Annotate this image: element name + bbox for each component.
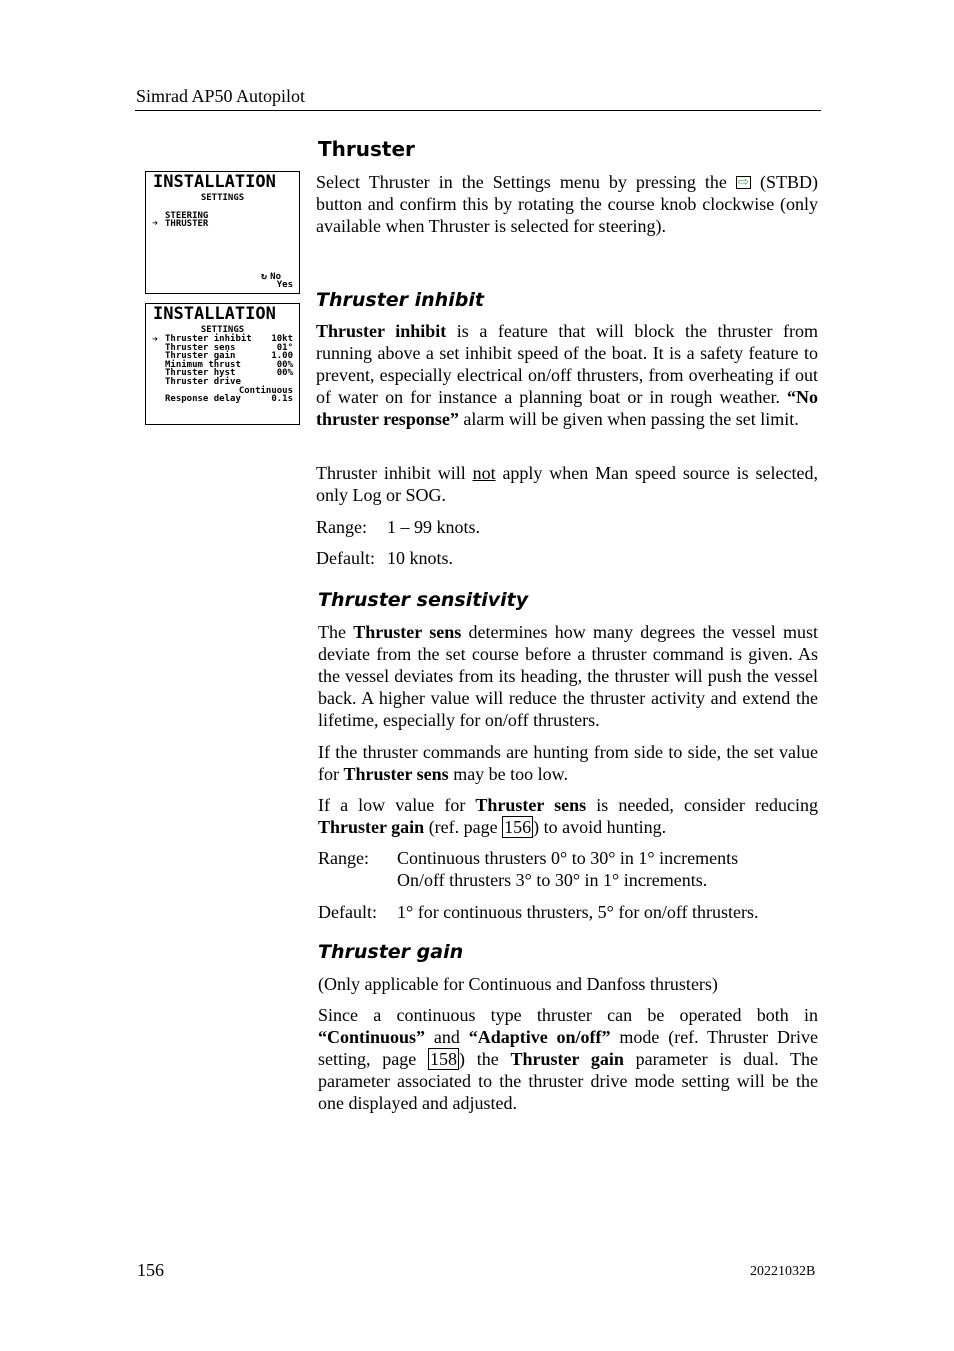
lcd-row-value: 1.00	[271, 351, 293, 362]
lcd-row-value: Continuous	[238, 385, 293, 396]
lcd-row-label: Thruster sens	[165, 342, 236, 353]
intro-text: (STBD) button and confirm this by rotating the course knob clockwise (only available when Thruster is selected for steering).	[316, 172, 819, 236]
paragraph	[318, 741, 818, 785]
text: If the thruster commands are hunting from side to side, the set value for	[318, 742, 818, 784]
default-label: Default:	[318, 902, 377, 922]
text: (ref. page	[424, 817, 503, 837]
text: alarm will be given when passing the set limit.	[458, 409, 799, 429]
bold-term: Thruster sens	[343, 764, 449, 784]
subsection-title-thruster-sensitivity: Thruster sensitivity	[318, 589, 529, 611]
lcd-title: INSTALLATION	[153, 172, 276, 192]
range-value: 1 – 99 knots.	[387, 517, 481, 537]
lcd-row-value: 01°	[276, 342, 293, 353]
rotate-clockwise-icon: ↻	[261, 271, 268, 282]
subsection-title-thruster-gain: Thruster gain	[318, 941, 464, 963]
paragraph	[318, 794, 818, 838]
text: Since a continuous type thruster can be operated both in	[318, 1005, 818, 1025]
text: and	[425, 1027, 469, 1047]
lcd-row-value: 0.1s	[271, 394, 293, 405]
text: determines how many degrees the vessel must deviate from the set course before a thruster command is given. As the vessel deviates from its heading, the thruster will push the vessel back. A higher value will reduce the thruster activity and extend the lifetime, especially for on/off thrusters.	[318, 622, 819, 730]
text: The	[318, 622, 354, 642]
underlined-text: not	[472, 463, 496, 483]
lcd-title: INSTALLATION	[153, 304, 276, 324]
range-value-line: On/off thrusters 3° to 30° in 1° increments.	[397, 870, 708, 890]
lcd-row-label: Thruster hyst	[165, 368, 236, 379]
subsection-title-thruster-inhibit: Thruster inhibit	[316, 289, 484, 311]
page-header-title: Simrad AP50 Autopilot	[136, 86, 306, 106]
header-rule	[135, 110, 821, 111]
text: parameter is dual. The parameter associated to the thruster drive mode setting will be the one displayed and adjusted.	[318, 1049, 819, 1113]
paragraph	[316, 462, 818, 506]
text: ) to avoid hunting.	[533, 817, 667, 837]
range-label: Range:	[318, 848, 369, 868]
lcd-installation-thruster-settings	[145, 303, 300, 425]
lcd-menu-item-thruster: THRUSTER	[165, 219, 209, 229]
arrow-right-icon: ➔	[152, 218, 159, 229]
stbd-arrow-icon	[736, 176, 751, 189]
document-code: 20221032B	[750, 1264, 816, 1279]
paragraph	[316, 320, 818, 430]
bold-term: “Adaptive on/off”	[468, 1027, 611, 1047]
bold-term: Thruster sens	[353, 622, 462, 642]
text: is a feature that will block the thruster from running above a set inhibit speed of the boat. It is a safety feature to prevent, especially electrical on/off thrusters, from overheating if out of water on for instance a planning boat or in rough weather.	[316, 321, 819, 407]
default-label: Default:	[316, 548, 375, 568]
lcd-row-label: Minimum thrust	[165, 359, 241, 370]
lcd-row	[165, 395, 293, 404]
page-reference-link[interactable]: 158	[429, 1049, 457, 1069]
paragraph	[318, 1004, 818, 1114]
text: ) the	[458, 1049, 511, 1069]
bold-term: “Continuous”	[318, 1027, 426, 1047]
page-reference-link[interactable]: 156	[504, 817, 532, 837]
arrow-right-icon: ➔	[152, 334, 159, 345]
bold-term: Thruster gain	[510, 1049, 624, 1069]
bold-term: Thruster gain	[318, 817, 425, 837]
lcd-option-no: No	[270, 272, 281, 282]
lcd-subtitle: SETTINGS	[200, 325, 245, 335]
lcd-subtitle: SETTINGS	[200, 193, 245, 203]
intro-text: Select Thruster in the Settings menu by pressing the	[316, 172, 727, 192]
bold-term: “No thruster response”	[316, 387, 818, 429]
paragraph	[318, 621, 818, 731]
text: If a low value for	[318, 795, 476, 815]
bold-term: Thruster sens	[475, 795, 587, 815]
lcd-row-value: 00%	[276, 368, 293, 379]
section-intro	[316, 171, 818, 237]
text: apply when Man speed source is selected, only Log or SOG.	[316, 463, 818, 505]
range-value-line: Continuous thrusters 0° to 30° in 1° increments	[397, 848, 739, 868]
default-value: 10 knots.	[387, 548, 454, 568]
lcd-menu-item-steering: STEERING	[165, 211, 209, 221]
text: may be too low.	[448, 764, 568, 784]
bold-term: Thruster inhibit	[316, 321, 447, 341]
lcd-row-label: Response delay	[165, 394, 241, 405]
lcd-row-value: 00%	[276, 359, 293, 370]
paragraph: (Only applicable for Continuous and Danfoss thrusters)	[318, 974, 718, 994]
lcd-row-value: 10kt	[271, 334, 293, 344]
range-label: Range:	[316, 517, 367, 537]
text: mode (ref. Thruster Drive setting, page	[318, 1027, 818, 1069]
lcd-option-yes: Yes	[276, 280, 293, 290]
default-value: 1° for continuous thrusters, 5° for on/off thrusters.	[397, 902, 759, 922]
lcd-row-label: Thruster gain	[165, 351, 236, 362]
page-number: 156	[137, 1260, 164, 1280]
lcd-row-label: Thruster inhibit	[165, 334, 252, 344]
text: is needed, consider reducing	[586, 795, 818, 815]
section-title: Thruster	[318, 137, 415, 161]
text: Thruster inhibit will	[316, 463, 473, 483]
lcd-installation-settings-menu	[145, 171, 300, 294]
lcd-row-label: Thruster drive	[165, 377, 241, 387]
